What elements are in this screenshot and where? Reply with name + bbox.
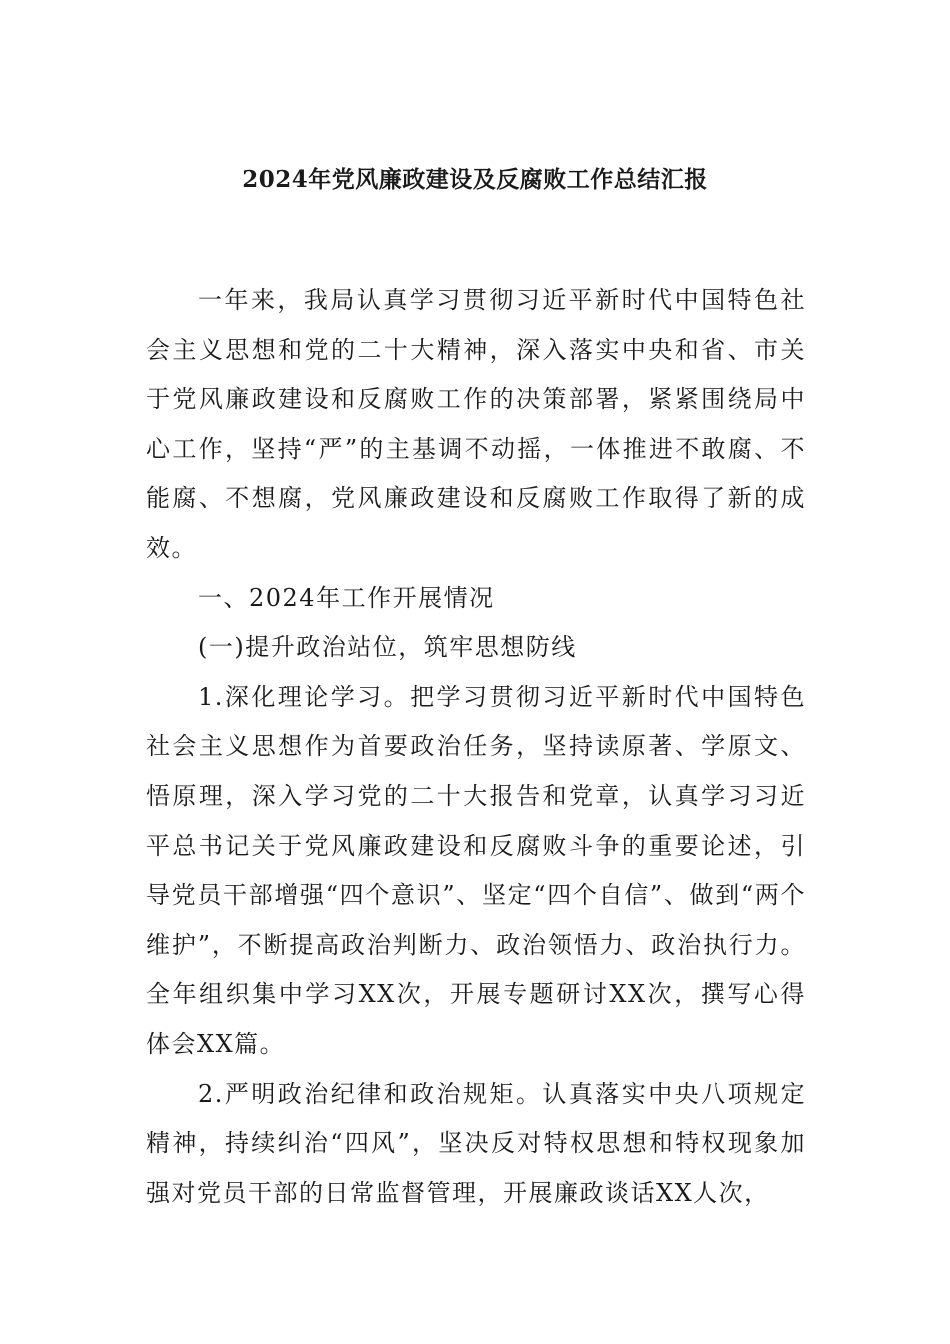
section-heading-1: 一、2024年工作开展情况 — [198, 583, 495, 612]
document-body — [146, 276, 806, 1218]
item-paragraph-2: 2.严明政治纪律和政治规矩。认真落实中央八项规定精神，持续纠治“四风”，坚决反对特权思想和特权现象加强对党员干部的日常监督管理，开展廉政谈话XX人次， — [146, 1079, 806, 1207]
intro-paragraph: 一年来，我局认真学习贯彻习近平新时代中国特色社会主义思想和党的二十大精神，深入落实中央和省、市关于党风廉政建设和反腐败工作的决策部署，紧紧围绕局中心工作，坚持“严”的主基调不动摇，一体推进不敢腐、不能腐、不想腐，党风廉政建设和反腐败工作取得了新的成效。 — [146, 286, 806, 562]
item-paragraph-1: 1.深化理论学习。把学习贯彻习近平新时代中国特色社会主义思想作为首要政治任务，坚持读原著、学原文、悟原理，深入学习党的二十大报告和党章，认真学习习近平总书记关于党风廉政建设和反腐败斗争的重要论述，引导党员干部增强“四个意识”、坚定“四个自信”、做到“两个维护”，不断提高政治判断力、政治领悟力、政治执行力。全年组织集中学习XX次，开展专题研讨XX次，撰写心得体会XX篇。 — [146, 682, 806, 1058]
subsection-heading-1: (一)提升政治站位，筑牢思想防线 — [198, 633, 577, 662]
document-title: 2024年党风廉政建设及反腐败工作总结汇报 — [242, 166, 708, 193]
